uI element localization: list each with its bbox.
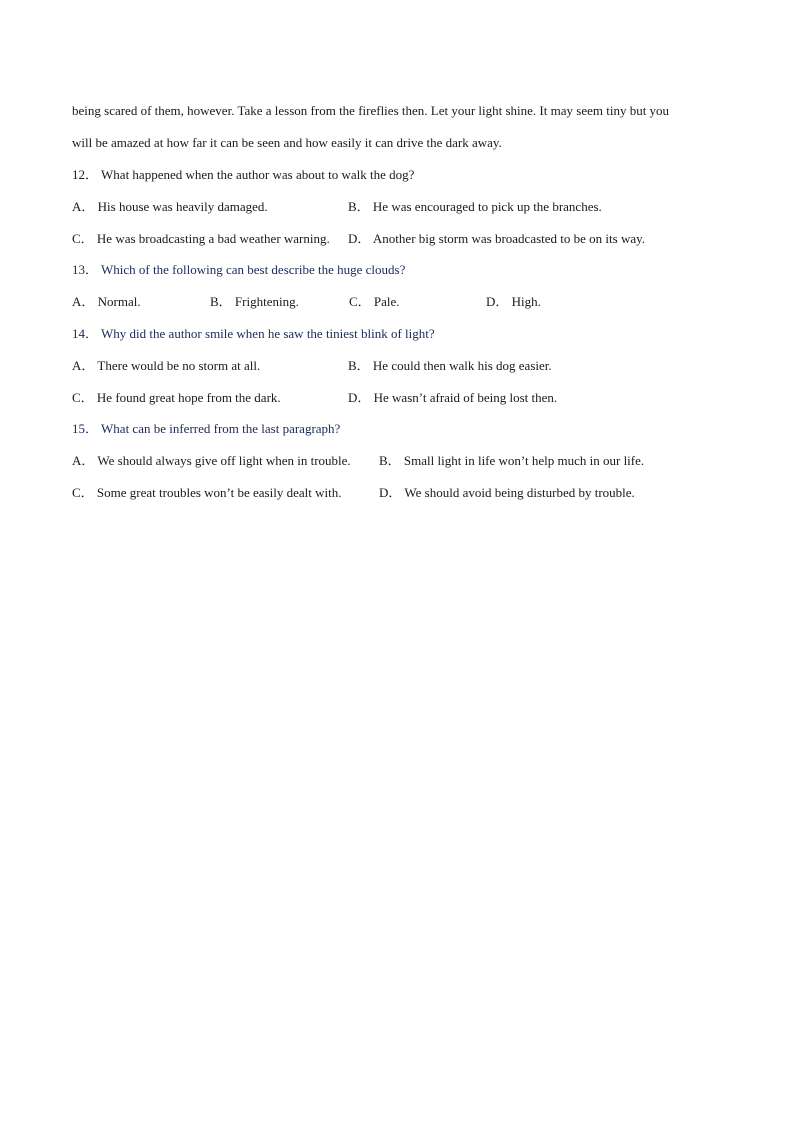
passage-line: will be amazed at how far it can be seen and how easily it can drive the dark away. (72, 135, 502, 150)
option-b[interactable]: B． He was encouraged to pick up the branches. (348, 199, 602, 214)
option-c[interactable]: C． Some great troubles won’t be easily dealt with. (72, 485, 342, 500)
question-number: 15． (72, 421, 99, 436)
question-stem (72, 262, 405, 278)
option-d[interactable]: D． High. (486, 294, 541, 309)
option-d[interactable]: D． Another big storm was broadcasted to be on its way. (348, 231, 646, 246)
option-c[interactable]: C． He was broadcasting a bad weather warning. (72, 231, 330, 246)
question-text: What can be inferred from the last paragraph? (101, 421, 341, 436)
option-b[interactable]: B． He could then walk his dog easier. (348, 358, 552, 373)
option-c[interactable]: C． Pale. (349, 294, 400, 309)
question-number: 12． (72, 167, 99, 182)
option-d[interactable]: D． We should avoid being disturbed by trouble. (379, 485, 635, 500)
option-a[interactable]: A． There would be no storm at all. (72, 358, 261, 373)
question-stem (72, 421, 340, 437)
question-text: Why did the author smile when he saw the tiniest blink of light? (101, 326, 435, 341)
passage-line: being scared of them, however. Take a lesson from the fireflies then. Let your light shine. It may seem tiny but you (72, 103, 670, 118)
question-stem (72, 326, 435, 342)
option-d[interactable]: D． He wasn’t afraid of being lost then. (348, 390, 558, 405)
question-number: 13． (72, 262, 99, 277)
option-b[interactable]: B． Frightening. (210, 294, 299, 309)
question-text: Which of the following can best describe the huge clouds? (101, 262, 406, 277)
option-a[interactable]: A． His house was heavily damaged. (72, 199, 268, 214)
option-c[interactable]: C． He found great hope from the dark. (72, 390, 281, 405)
option-a[interactable]: A． Normal. (72, 294, 141, 309)
question-text: What happened when the author was about to walk the dog? (101, 167, 415, 182)
option-a[interactable]: A． We should always give off light when in trouble. (72, 453, 351, 468)
option-b[interactable]: B． Small light in life won’t help much in our life. (379, 453, 645, 468)
question-stem (72, 167, 414, 183)
question-number: 14． (72, 326, 99, 341)
